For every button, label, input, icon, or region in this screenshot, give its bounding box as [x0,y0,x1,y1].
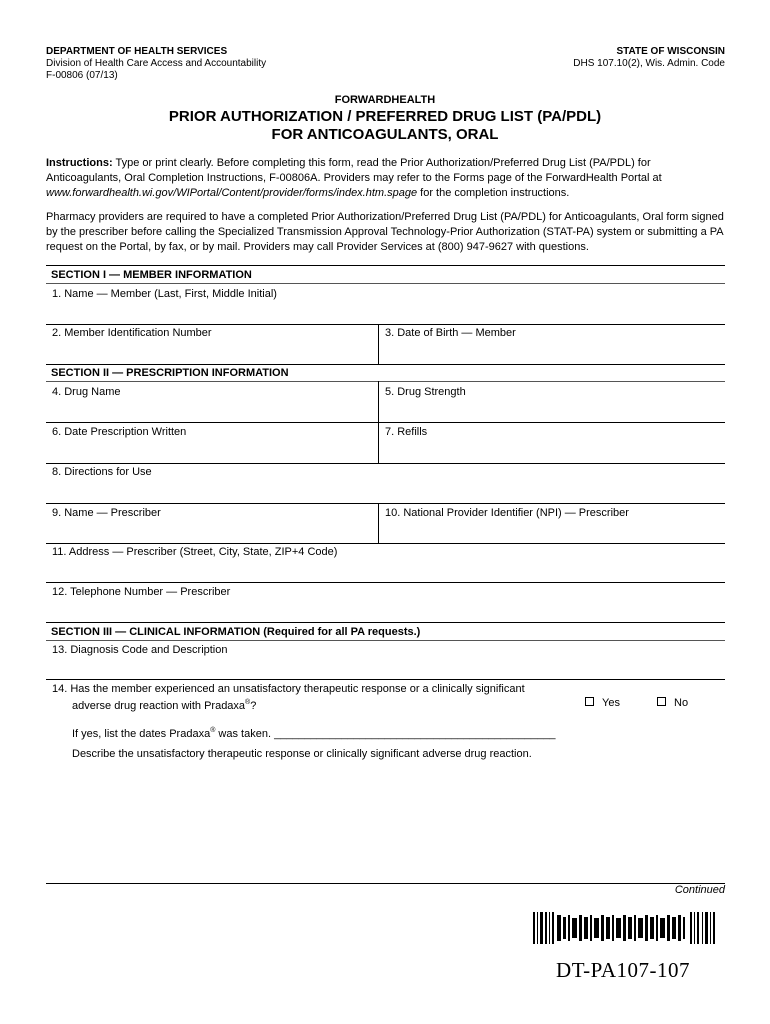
question-mark: ? [250,700,257,712]
field-date-written[interactable]: 6. Date Prescription Written [52,426,187,438]
divider [46,622,725,623]
field-refills[interactable]: 7. Refills [385,426,428,438]
yes-checkbox[interactable] [585,697,594,706]
field-prescriber-phone[interactable]: 12. Telephone Number — Prescriber [52,586,231,598]
field-directions[interactable]: 8. Directions for Use [52,466,152,478]
divider [46,381,725,382]
continued-label: Continued [674,884,725,896]
field-member-name[interactable]: 1. Name — Member (Last, First, Middle Initial) [52,288,277,300]
field-diagnosis[interactable]: 13. Diagnosis Code and Description [52,644,228,656]
field-prescriber-address[interactable]: 11. Address — Prescriber (Street, City, State, ZIP+4 Code) [52,546,338,558]
no-checkbox[interactable] [657,697,666,706]
instructions-paragraph [46,156,726,201]
field-prescriber-npi[interactable]: 10. National Provider Identifier (NPI) — Prescriber [385,507,629,519]
divider [46,422,725,423]
divider [46,582,725,583]
field-prescriber-name[interactable]: 9. Name — Prescriber [52,507,161,519]
question-14-line2 [72,696,256,713]
field-member-dob[interactable]: 3. Date of Birth — Member [385,327,516,339]
describe-reaction-field[interactable]: Describe the unsatisfactory therapeutic response or clinically significant adverse drug reaction. [72,748,532,760]
field-drug-strength[interactable]: 5. Drug Strength [385,386,466,398]
column-divider [378,503,379,543]
divider [46,265,725,266]
if-yes-dates-field[interactable] [72,724,555,741]
if-yes-text-tail: was taken. [215,728,275,740]
divider [46,324,725,325]
form-title-line2: FOR ANTICOAGULANTS, ORAL [271,126,499,143]
divider [46,543,725,544]
if-yes-text: If yes, list the dates Pradaxa [72,728,211,740]
divider [46,883,725,884]
divider [46,503,725,504]
instructions-tail: for the completion instructions. [417,187,570,199]
form-number: F-00806 (07/13) [46,70,118,81]
instructions-text: Type or print clearly. Before completing this form, read the Prior Authorization/Preferred Drug List (PA/PDL) for Anticoagulants, Oral Completion Instructions, F-00806A. Providers may refer to the Forms page of the ForwardHealth Portal at [46,157,662,184]
yes-label: Yes [602,697,620,709]
divider [46,283,725,284]
field-member-id[interactable]: 2. Member Identification Number [52,327,212,339]
divider [46,640,725,641]
state-name: STATE OF WISCONSIN [616,46,725,57]
pharmacy-note: Pharmacy providers are required to have a completed Prior Authorization/Preferred Drug List (PA/PDL) for Anticoagulants, Oral form signed by the prescriber before calling the Specialized Transmission Approval Technology-Prior Authorization (STAT-PA) system or submitting a PA request on the Portal, by fax, or by mail. Providers may call Provider Services at (800) 947-9627 with questions. [46,211,724,253]
divider [46,679,725,680]
no-option[interactable] [657,696,688,710]
question-14-line1: 14. Has the member experienced an unsatisfactory therapeutic response or a clinically significant [52,683,525,695]
registered-mark: ® [245,699,251,706]
registered-mark: ® [210,727,216,734]
admin-code: DHS 107.10(2), Wis. Admin. Code [573,58,725,69]
field-drug-name[interactable]: 4. Drug Name [52,386,121,398]
divider [46,364,725,365]
yes-option[interactable] [585,696,620,710]
section-3-heading: SECTION III — CLINICAL INFORMATION (Required for all PA requests.) [51,626,421,638]
instructions-label: Instructions: [46,157,113,169]
section-1-heading: SECTION I — MEMBER INFORMATION [51,269,252,281]
no-label: No [674,697,689,709]
form-title-line1: PRIOR AUTHORIZATION / PREFERRED DRUG LIST (PA/PDL) [168,108,602,125]
department-name: DEPARTMENT OF HEALTH SERVICES [46,46,228,57]
divider [46,463,725,464]
division-name: Division of Health Care Access and Accountability [46,58,267,69]
agency-title: FORWARDHEALTH [334,94,436,106]
document-id: DT-PA107-107 [556,958,690,982]
column-divider [378,324,379,364]
portal-url-link[interactable]: www.forwardhealth.wi.gov/WIPortal/Content/provider/forms/index.htm.spage [46,187,418,199]
section-2-heading: SECTION II — PRESCRIPTION INFORMATION [51,367,289,379]
barcode-image [533,912,717,944]
dates-blank-line[interactable]: ______________________________________________ [274,728,556,740]
question-14-text: adverse drug reaction with Pradaxa [72,700,246,712]
